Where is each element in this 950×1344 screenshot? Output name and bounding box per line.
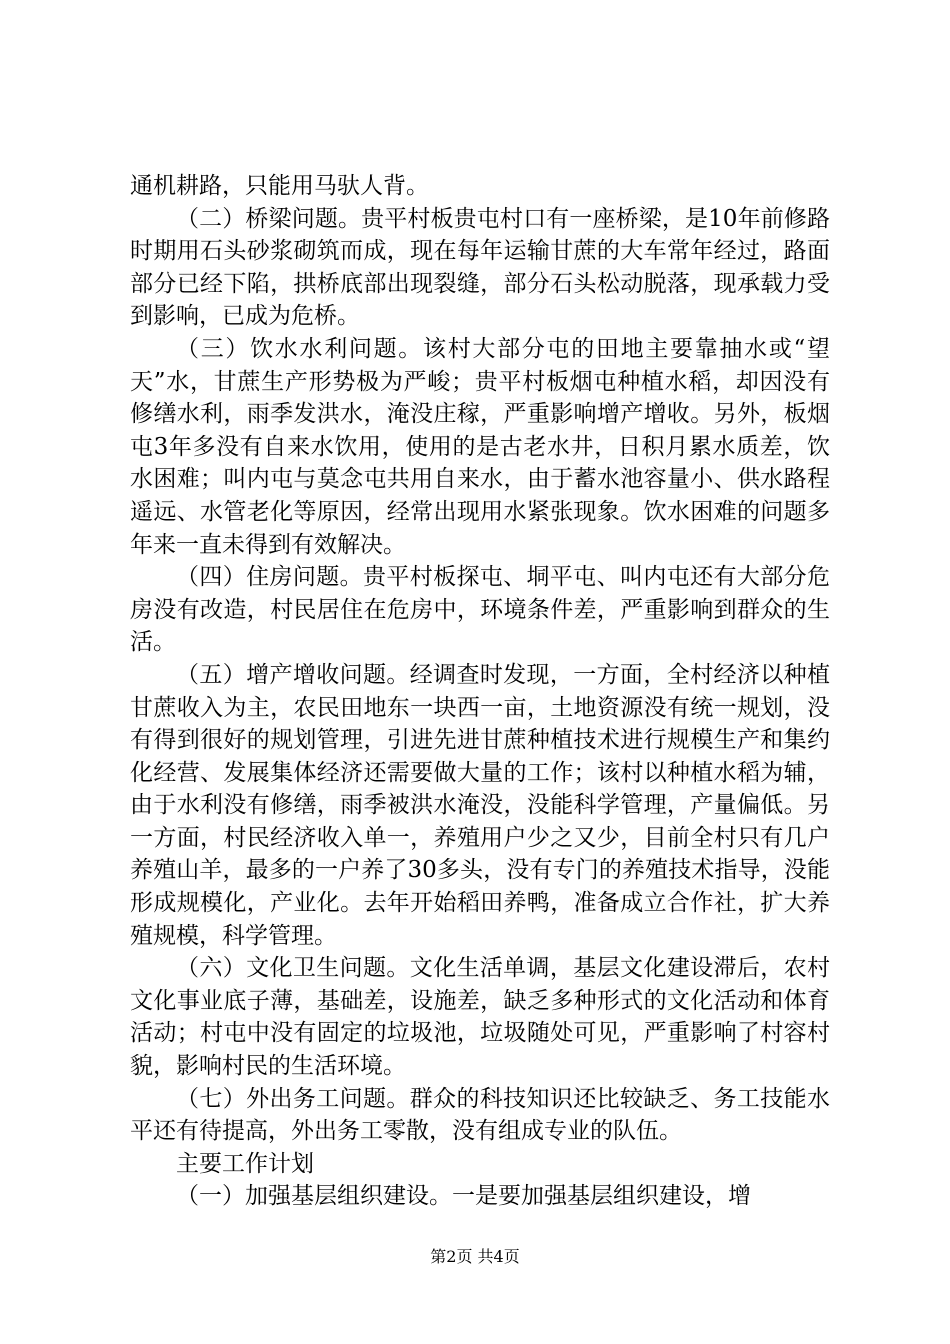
paragraph-culture-issue: （六）文化卫生问题。文化生活单调，基层文化建设滞后，农村文化事业底子薄，基础差，设施差，缺乏多种形式的文化活动和体育活动；村屯中没有固定的垃圾池，垃圾随处可见，严重影响了村容村貌，影响村民的生活环境。 xyxy=(130,955,830,1080)
document-body xyxy=(130,170,830,1213)
paragraph-bridge-issue: （二）桥梁问题。贵平村板贵屯村口有一座桥梁，是10年前修路时期用石头砂浆砌筑而成，现在每年运输甘蔗的大车常年经过，路面部分已经下陷，拱桥底部出现裂缝，部分石头松动脱落，现承载力受到影响，已成为危桥。 xyxy=(130,205,830,330)
paragraph-labor-issue: （七）外出务工问题。群众的科技知识还比较缺乏、务工技能水平还有待提高，外出务工零散，没有组成专业的队伍。 xyxy=(130,1085,830,1145)
paragraph-organization: （一）加强基层组织建设。一是要加强基层组织建设，增 xyxy=(176,1183,751,1210)
page-number: 第2页 共4页 xyxy=(430,1247,520,1266)
paragraph-continuation: 通机耕路，只能用马驮人背。 xyxy=(130,173,429,199)
page-footer xyxy=(0,1247,950,1267)
section-heading-work-plan: 主要工作计划 xyxy=(176,1150,314,1177)
paragraph-housing-issue: （四）住房问题。贵平村板探屯、垌平屯、叫内屯还有大部分危房没有改造，村民居住在危房中，环境条件差，严重影响到群众的生活。 xyxy=(130,564,830,656)
paragraph-income-issue: （五）增产增收问题。经调查时发现，一方面，全村经济以种植甘蔗收入为主，农民田地东一块西一亩，土地资源没有统一规划，没有得到很好的规划管理，引进先进甘蔗种植技术进行规模生产和集约化经营、发展集体经济还需要做大量的工作；该村以种植水稻为辅，由于水利没有修缮，雨季被洪水淹没，没能科学管理，产量偏低。另一方面，村民经济收入单一，养殖用户少之又少，目前全村只有几户养殖山羊，最多的一户养了30多头，没有专门的养殖技术指导，没能形成规模化，产业化。去年开始稻田养鸭，准备成立合作社，扩大养殖规模，科学管理。 xyxy=(130,661,830,949)
paragraph-water-issue: （三）饮水水利问题。该村大部分屯的田地主要靠抽水或“望天”水，甘蔗生产形势极为严峻；贵平村板烟屯种植水稻，却因没有修缮水利，雨季发洪水，淹没庄稼，严重影响增产增收。另外，板烟屯3年多没有自来水饮用，使用的是古老水井，日积月累水质差，饮水困难；叫内屯与莫念屯共用自来水，由于蓄水池容量小、供水路程遥远、水管老化等原因，经常出现用水紧张现象。饮水困难的问题多年来一直未得到有效解决。 xyxy=(130,335,830,558)
